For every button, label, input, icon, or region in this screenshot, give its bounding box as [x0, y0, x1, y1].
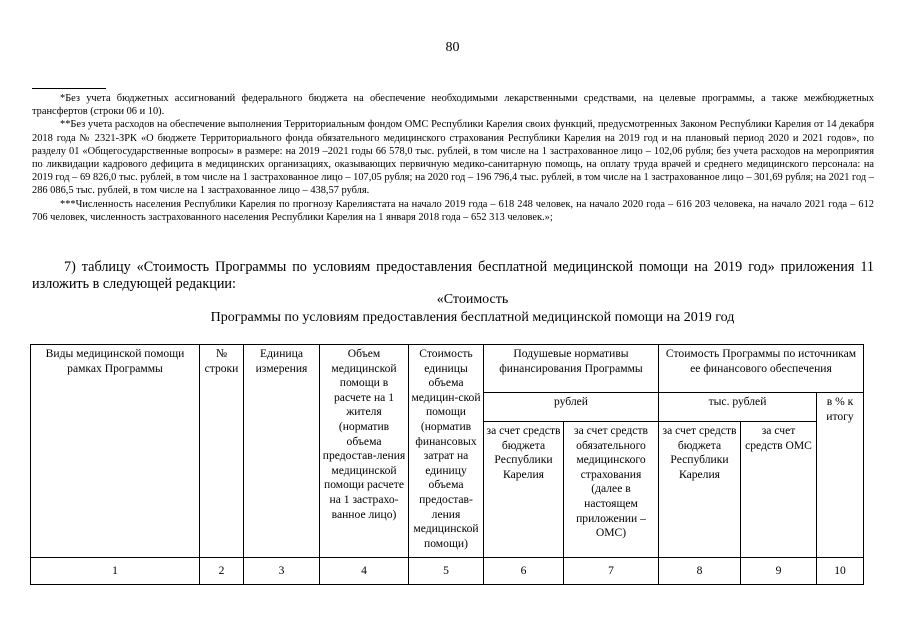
header-unit: Единица измерения	[244, 345, 320, 558]
table-title-line-2: Программы по условиям предоставления бесплатной медицинской помощи на 2019 год	[210, 310, 735, 325]
header-oms-cost: за счет средств ОМС	[741, 422, 817, 558]
footnote-3: ***Численность населения Республики Карелия по прогнозу Карелиястата на начало 2019 года – 618 248 человек, на начало 2020 года – 616 203 человека, на начало 2021 года – 612 706 человек, численность застрахованного населения Республики Карелия на 1 января 2018 года – 652 313 человек.»;	[32, 198, 874, 223]
header-program-cost-by-source: Стоимость Программы по источникам ее финансового обеспечения	[659, 345, 864, 393]
header-oms-per-capita: за счет средств обязательного медицинского страхования (далее в настоящем приложении – ОМС)	[564, 422, 659, 558]
amendment-paragraph	[32, 259, 874, 293]
column-number: 8	[659, 558, 741, 585]
header-medical-care-types: Виды медицинской помощи рамках Программы	[31, 345, 200, 558]
header-volume-per-resident: Объем медицинской помощи в расчете на 1 жителя (норматив объема предостав-ления медицинской помощи расчете на 1 застрахо-ванное лицо)	[320, 345, 409, 558]
column-number-row	[31, 558, 864, 585]
header-rubles: рублей	[484, 393, 659, 422]
amendment-text: 7) таблицу «Стоимость Программы по условиям предоставления бесплатной медицинской помощи на 2019 год» приложения 11 изложить в следующей редакции:	[32, 259, 874, 292]
footnotes	[32, 92, 874, 224]
column-number: 5	[409, 558, 484, 585]
footnote-separator	[32, 88, 106, 89]
header-thousand-rubles: тыс. рублей	[659, 393, 817, 422]
column-number: 2	[200, 558, 244, 585]
header-budget-per-capita: за счет средств бюджета Республики Карелия	[484, 422, 564, 558]
page-number: 80	[445, 40, 460, 55]
header-row-number: № строки	[200, 345, 244, 558]
column-number: 6	[484, 558, 564, 585]
header-percent-of-total: в % к итогу	[817, 393, 864, 558]
cost-table	[30, 344, 864, 585]
footnote-2: **Без учета расходов на обеспечение выполнения Территориальным фондом ОМС Республики Карелия своих функций, предусмотренных Законом Республики Карелия от 14 декабря 2018 года № 2321-ЗРК «О бюджете Территориального фонда обязательного медицинского страхования Республики Карелия на 2019 год и на плановый период 2020 и 2021 годов», по разделу 01 «Общегосударственные вопросы» в размере: на 2019 –2021 годы 66 578,0 тыс. рублей, в том числе на 1 застрахованное лицо – 102,06 рубля; без учета расходов на мероприятия по ликвидации кадрового дефицита в медицинских организациях, оказывающих первичную медико-санитарную помощь, на оплату труда врачей и среднего медицинского персонала: на 2019 год – 69 826,0 тыс. рублей, в том числе на 1 застрахованное лицо – 107,05 рубля; на 2020 год – 196 796,4 тыс. рублей, в том числе на 1 застрахованное лицо – 301,69 рубля; на 2021 год – 286 086,5 тыс. рублей, в том числе на 1 застрахованное лицо – 438,57 рубля.	[32, 119, 874, 197]
table-title-line-1: «Стоимость	[436, 292, 509, 307]
column-number: 10	[817, 558, 864, 585]
column-number: 4	[320, 558, 409, 585]
header-per-capita-norms: Подушевые нормативы финансирования Программы	[484, 345, 659, 393]
header-unit-cost: Стоимость единицы объема медицин-ской помощи (норматив финансовых затрат на единицу объема предостав-ления медицинской помощи)	[409, 345, 484, 558]
footnote-1: *Без учета бюджетных ассигнований федерального бюджета на обеспечение необходимыми лекарственными средствами, на целевые программы, а также межбюджетных трансфертов (строки 06 и 10).	[32, 93, 874, 118]
column-number: 1	[31, 558, 200, 585]
column-number: 7	[564, 558, 659, 585]
column-number: 3	[244, 558, 320, 585]
column-number: 9	[741, 558, 817, 585]
header-budget-cost: за счет средств бюджета Республики Карелия	[659, 422, 741, 558]
